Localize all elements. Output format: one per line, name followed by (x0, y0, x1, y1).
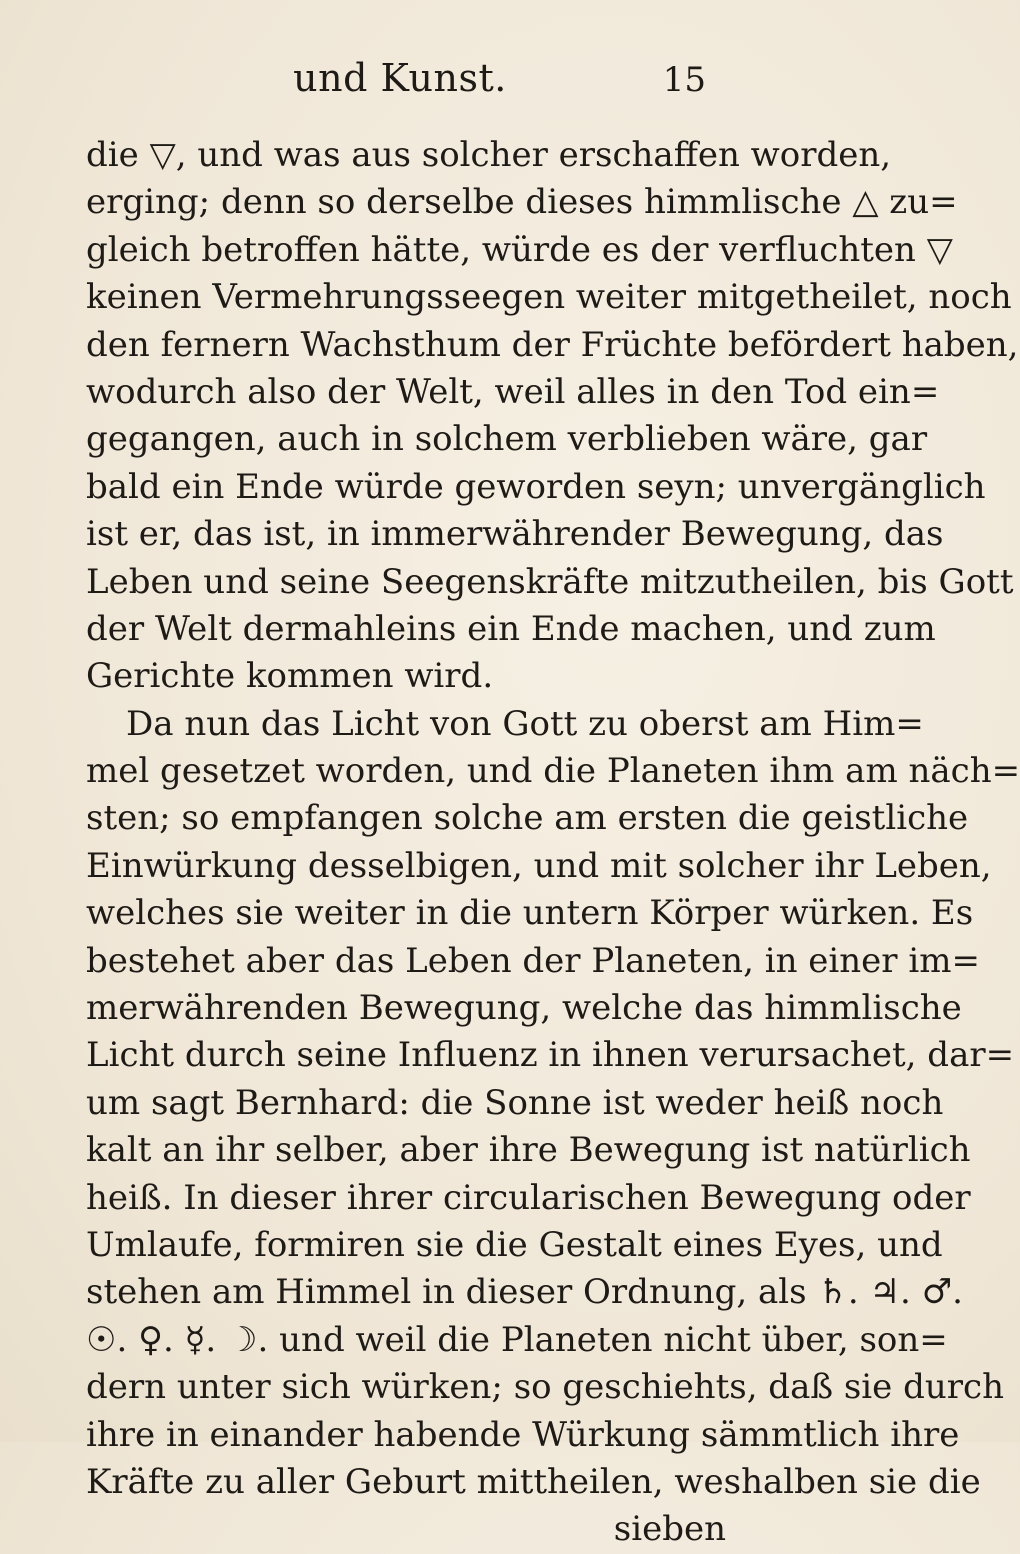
text-line: den fernern Wachsthum der Früchte befördert haben, (86, 324, 1019, 365)
text-line: Gerichte kommen wird. (86, 656, 494, 697)
running-head (0, 54, 800, 102)
text-line: erging; denn so derselbe dieses himmlische △ zu= (86, 182, 958, 223)
text-line: sten; so empfangen solche am ersten die geistliche (86, 798, 969, 839)
body-text (86, 132, 1020, 1554)
text-line: welches sie weiter in die untern Körper würken. Es (86, 893, 974, 934)
page-number: 15 (662, 60, 706, 100)
text-line: Umlaufe, formiren sie die Gestalt eines Eyes, und (86, 1224, 943, 1265)
text-line: gegangen, auch in solchem verblieben wäre, gar (86, 419, 928, 460)
text-line: Einwürkung desselbigen, und mit solcher ihr Leben, (86, 845, 992, 886)
text-line: Licht durch seine Influenz in ihnen verursachet, dar= (86, 1035, 1015, 1076)
text-line: bald ein Ende würde geworden seyn; unvergänglich (86, 466, 986, 507)
text-line: wodurch also der Welt, weil alles in den Tod ein= (86, 371, 940, 412)
text-line: bestehet aber das Leben der Planeten, in einer im= (86, 940, 980, 981)
text-line: die ▽, und was aus solcher erschaffen worden, (86, 135, 892, 175)
text-line: ihre in einander habende Würkung sämmtlich ihre (86, 1414, 960, 1455)
text-line: Kräfte zu aller Geburt mittheilen, weshalben sie die (86, 1461, 981, 1502)
text-line: um sagt Bernhard: die Sonne ist weder heiß noch (86, 1082, 944, 1123)
text-line: ☉. ♀. ☿. ☽. und weil die Planeten nicht über, son= (86, 1319, 948, 1360)
text-line: der Welt dermahleins ein Ende machen, und zum (86, 608, 936, 649)
text-line: stehen am Himmel in dieser Ordnung, als ♄. ♃. ♂. (86, 1272, 963, 1313)
text-line: keinen Vermehrungsseegen weiter mitgetheilet, noch (86, 277, 1012, 318)
text-line: Da nun das Licht von Gott zu oberst am Him= (126, 703, 924, 744)
text-line: mel gesetzet worden, und die Planeten ihm am näch= (86, 751, 1020, 792)
running-title: und Kunst. (293, 56, 507, 100)
text-line: Leben und seine Seegenskräfte mitzutheilen, bis Gott (86, 561, 1014, 602)
text-line: gleich betroffen hätte, würde es der verfluchten ▽ (86, 229, 953, 270)
text-line: heiß. In dieser ihrer circularischen Bewegung oder (86, 1177, 971, 1218)
text-line: dern unter sich würken; so geschiehts, daß sie durch (86, 1367, 1004, 1408)
text-line: merwährenden Bewegung, welche das himmlische (86, 988, 962, 1029)
text-line: kalt an ihr selber, aber ihre Bewegung ist natürlich (86, 1130, 971, 1171)
text-line: ist er, das ist, in immerwährender Bewegung, das (86, 514, 944, 555)
catchword: sieben (613, 1509, 726, 1550)
